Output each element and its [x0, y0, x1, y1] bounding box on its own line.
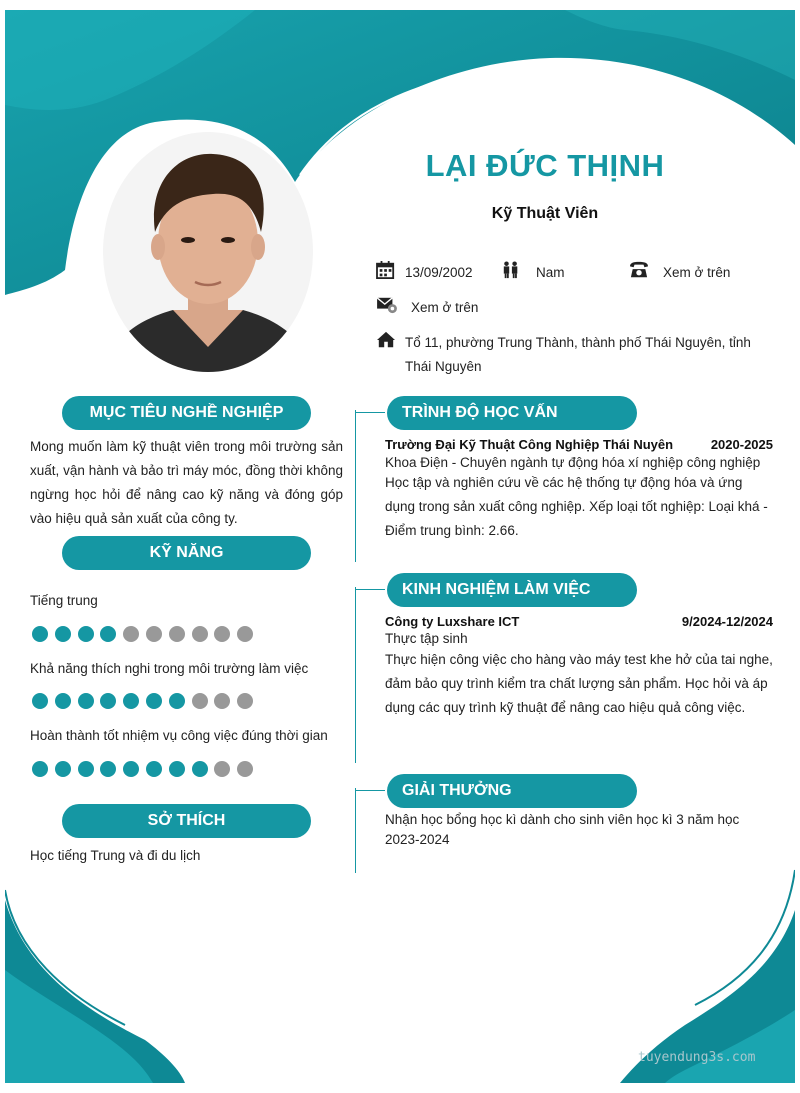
home-icon: [375, 331, 397, 349]
section-title-hobbies: SỞ THÍCH: [62, 804, 311, 838]
section-title-skills: KỸ NĂNG: [62, 536, 311, 570]
contact-birthday: [375, 261, 473, 285]
profile-photo: [103, 132, 313, 372]
awards-text: Nhận học bổng học kì dành cho sinh viên học kì 3 năm học 2023-2024: [385, 812, 740, 847]
timeline-tick-awards: [355, 790, 385, 791]
education-period: 2020-2025: [710, 437, 773, 452]
watermark-text: tuyendung3s.com: [638, 1050, 756, 1065]
rating-dot-empty: [214, 626, 230, 642]
contact-phone: [628, 261, 730, 285]
timeline-line-education: [355, 410, 356, 562]
hobbies-text: Học tiếng Trung và đi du lịch: [30, 848, 201, 863]
education-school: Trường Đại Kỹ Thuật Công Nghiệp Thái Nuyên: [385, 437, 674, 452]
rating-dot-filled: [55, 626, 71, 642]
phone-value: Xem ở trên: [663, 265, 731, 280]
full-name: LẠI ĐỨC THỊNH: [425, 148, 665, 183]
skill-rating-2: [32, 693, 253, 709]
rating-dot-filled: [100, 761, 116, 777]
rating-dot-filled: [100, 626, 116, 642]
rating-dot-empty: [146, 626, 162, 642]
section-title-experience: KINH NGHIỆM LÀM VIỆC: [387, 573, 637, 607]
skill-name-3: Hoàn thành tốt nhiệm vụ công việc đúng thời gian: [30, 728, 328, 743]
rating-dot-filled: [146, 693, 162, 709]
experience-description: Thực hiện công việc cho hàng vào máy test khe hở của tai nghe, đảm bảo quy trình kiểm tra chất lượng sản phẩm. Học hỏi và áp dụng các quy trình kỹ thuật để nâng cao hiệu quả công việc.: [385, 652, 773, 715]
experience-company: Công ty Luxshare ICT: [385, 614, 520, 629]
education-major: Khoa Điện - Chuyên ngành tự động hóa xí nghiệp công nghiệp: [385, 455, 761, 470]
timeline-line-experience: [355, 587, 356, 763]
rating-dot-filled: [123, 693, 139, 709]
calendar-icon: [375, 261, 397, 279]
rating-dot-filled: [100, 693, 116, 709]
rating-dot-filled: [78, 693, 94, 709]
cv-page: [5, 10, 795, 1083]
rating-dot-empty: [237, 761, 253, 777]
education-header: [385, 437, 773, 452]
rating-dot-empty: [192, 626, 208, 642]
birthday-value: 13/09/2002: [405, 265, 473, 280]
rating-dot-filled: [169, 761, 185, 777]
contact-address: [375, 331, 775, 379]
experience-position: Thực tập sinh: [385, 631, 468, 646]
experience-period: 9/2024-12/2024: [681, 614, 773, 629]
skill-rating-1: [32, 626, 253, 642]
rating-dot-filled: [123, 761, 139, 777]
rating-dot-empty: [169, 626, 185, 642]
skill-rating-3: [32, 761, 253, 777]
rating-dot-filled: [78, 626, 94, 642]
section-title-objective: MỤC TIÊU NGHỀ NGHIỆP: [62, 396, 311, 430]
rating-dot-filled: [78, 761, 94, 777]
phone-icon: [628, 261, 650, 279]
rating-dot-empty: [214, 761, 230, 777]
timeline-tick-experience: [355, 589, 385, 590]
timeline-line-awards: [355, 788, 356, 873]
address-value: Tổ 11, phường Trung Thành, thành phố Thái Nguyên, tỉnh Thái Nguyên: [405, 335, 751, 374]
rating-dot-empty: [214, 693, 230, 709]
gender-value: Nam: [536, 265, 565, 280]
rating-dot-filled: [32, 626, 48, 642]
education-description: Học tập và nghiên cứu về các hệ thống tự động hóa và ứng dụng trong sản xuất công nghiệp. Xếp loại tốt nghiệp: Loại khá - Điểm trung bình: 2.66.: [385, 475, 768, 538]
section-title-awards: GIẢI THƯỞNG: [387, 774, 637, 808]
rating-dot-filled: [146, 761, 162, 777]
rating-dot-filled: [55, 693, 71, 709]
skill-name-2: Khả năng thích nghi trong môi trường làm việc: [30, 661, 309, 676]
rating-dot-filled: [192, 761, 208, 777]
rating-dot-filled: [32, 693, 48, 709]
contact-email: [375, 296, 478, 320]
objective-text: Mong muốn làm kỹ thuật viên trong môi trường sản xuất, vận hành và bảo trì máy móc, đồng thời không ngừng học hỏi để nâng cao kỹ năng và đóng góp vào hiệu quả sản xuất của công ty.: [30, 439, 343, 526]
email-icon: [375, 296, 399, 314]
rating-dot-filled: [55, 761, 71, 777]
job-title: Kỹ Thuật Viên: [491, 205, 599, 222]
profile-photo-illustration: [103, 132, 313, 372]
rating-dot-empty: [237, 693, 253, 709]
rating-dot-empty: [123, 626, 139, 642]
rating-dot-filled: [32, 761, 48, 777]
gender-icon: [500, 261, 522, 279]
email-value: Xem ở trên: [411, 300, 479, 315]
skill-name-1: Tiếng trung: [30, 593, 98, 608]
rating-dot-empty: [237, 626, 253, 642]
section-title-education: TRÌNH ĐỘ HỌC VẤN: [387, 396, 637, 430]
timeline-tick-education: [355, 412, 385, 413]
contact-gender: [500, 261, 565, 285]
rating-dot-empty: [192, 693, 208, 709]
rating-dot-filled: [169, 693, 185, 709]
